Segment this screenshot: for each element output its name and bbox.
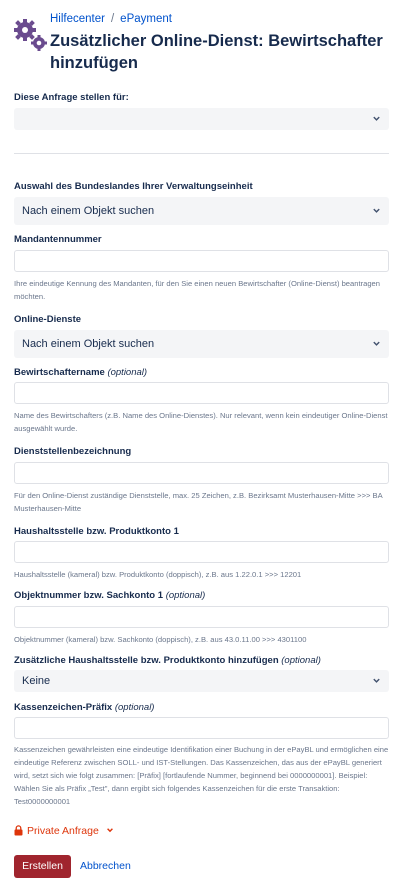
objektnummer-input[interactable]	[14, 606, 389, 628]
form-divider	[14, 153, 389, 154]
haushaltsstelle-help: Haushaltsstelle (kameral) bzw. Produktkonto (doppisch), z.B. aus 1.22.0.1 >>> 12201	[14, 570, 302, 579]
haushaltsstelle-label: Haushaltsstelle bzw. Produktkonto 1	[14, 526, 179, 537]
bewirtschaftername-label-text: Bewirtschaftername	[14, 367, 105, 378]
praefix-label-text: Kassenzeichen-Präfix	[14, 702, 113, 713]
request-for-select[interactable]	[14, 108, 389, 130]
dienststelle-label: Dienststellenbezeichnung	[14, 446, 132, 457]
praefix-help: Kassenzeichen gewährleisten eine eindeutige Identifikation einer Buchung in der ePayBL und ermöglichen eine eindeutige Referenz zwischen SOLL- und IST-Stellungen. Das Kassenzeichen, das aus der ePayBL generiert wird, setzt sich wie folgt zusammen: [Präfix] [fortlaufende Nummer, beginnend bei 0000000001]. Beispiel: Wählen Sie als Präfix „Test", dann ergibt sich folgendes Kassenzeichen für die erste Transaktion: Test0000000001	[14, 745, 389, 806]
mandantennummer-input[interactable]	[14, 250, 389, 272]
optional-marker: (optional)	[107, 367, 148, 378]
objektnummer-label	[14, 590, 205, 601]
optional-marker: (optional)	[114, 702, 155, 713]
bundesland-label: Auswahl des Bundeslandes Ihrer Verwaltungseinheit	[14, 181, 253, 192]
dienststelle-input[interactable]	[14, 462, 389, 484]
zusaetzliche-value: Keine	[22, 675, 51, 687]
optional-marker: (optional)	[165, 590, 206, 601]
bewirtschaftername-input[interactable]	[14, 382, 389, 404]
chevron-down-icon	[372, 206, 381, 215]
breadcrumb	[50, 13, 172, 25]
request-for-label: Diese Anfrage stellen für:	[14, 92, 129, 103]
breadcrumb-section-link[interactable]: ePayment	[120, 13, 172, 25]
breadcrumb-home-link[interactable]: Hilfecenter	[50, 13, 105, 25]
breadcrumb-separator: /	[110, 13, 115, 25]
objektnummer-label-text: Objektnummer bzw. Sachkonto 1	[14, 590, 164, 601]
chevron-down-icon	[106, 826, 114, 834]
mandantennummer-label: Mandantennummer	[14, 234, 102, 245]
page-title: Zusätzlicher Online-Dienst: Bewirtschafter hinzufügen	[50, 32, 383, 72]
cancel-button[interactable]: Abbrechen	[80, 860, 131, 872]
praefix-label	[14, 702, 154, 713]
online-dienste-value: Nach einem Objekt suchen	[22, 338, 155, 350]
chevron-down-icon	[372, 114, 381, 123]
chevron-down-icon	[372, 676, 381, 685]
create-button[interactable]: Erstellen	[14, 855, 71, 878]
praefix-input[interactable]	[14, 717, 389, 739]
mandantennummer-help: Ihre eindeutige Kennung des Mandanten, für den Sie einen neuen Bewirtschafter (Online-Dienst) beantragen möchten.	[14, 279, 381, 301]
zusaetzliche-select[interactable]	[14, 670, 389, 692]
objektnummer-help: Objektnummer (kameral) bzw. Sachkonto (doppisch), z.B. aus 43.0.11.00 >>> 4301100	[14, 635, 307, 644]
zusaetzliche-label	[14, 655, 321, 666]
lock-icon	[14, 825, 23, 836]
online-dienste-label: Online-Dienste	[14, 314, 82, 325]
bewirtschaftername-help: Name des Bewirtschafters (z.B. Name des Online-Dienstes). Nur relevant, wenn kein eindeutiger Online-Dienst ausgewählt wurde.	[14, 411, 388, 433]
bundesland-value: Nach einem Objekt suchen	[22, 205, 155, 217]
zusaetzliche-label-text: Zusätzliche Haushaltsstelle bzw. Produktkonto hinzufügen	[14, 655, 279, 666]
haushaltsstelle-input[interactable]	[14, 541, 389, 563]
bundesland-select[interactable]	[14, 197, 389, 225]
gears-icon	[12, 16, 50, 54]
chevron-down-icon	[372, 339, 381, 348]
optional-marker: (optional)	[281, 655, 321, 666]
private-request-label: Private Anfrage	[27, 825, 99, 837]
online-dienste-select[interactable]	[14, 330, 389, 358]
private-request-toggle[interactable]	[14, 825, 118, 837]
dienststelle-help: Für den Online-Dienst zuständige Dienststelle, max. 25 Zeichen, z.B. Bezirksamt Musterhausen-Mitte >>> BA Musterhausen-Mitte	[14, 491, 383, 513]
bewirtschaftername-label	[14, 367, 147, 378]
